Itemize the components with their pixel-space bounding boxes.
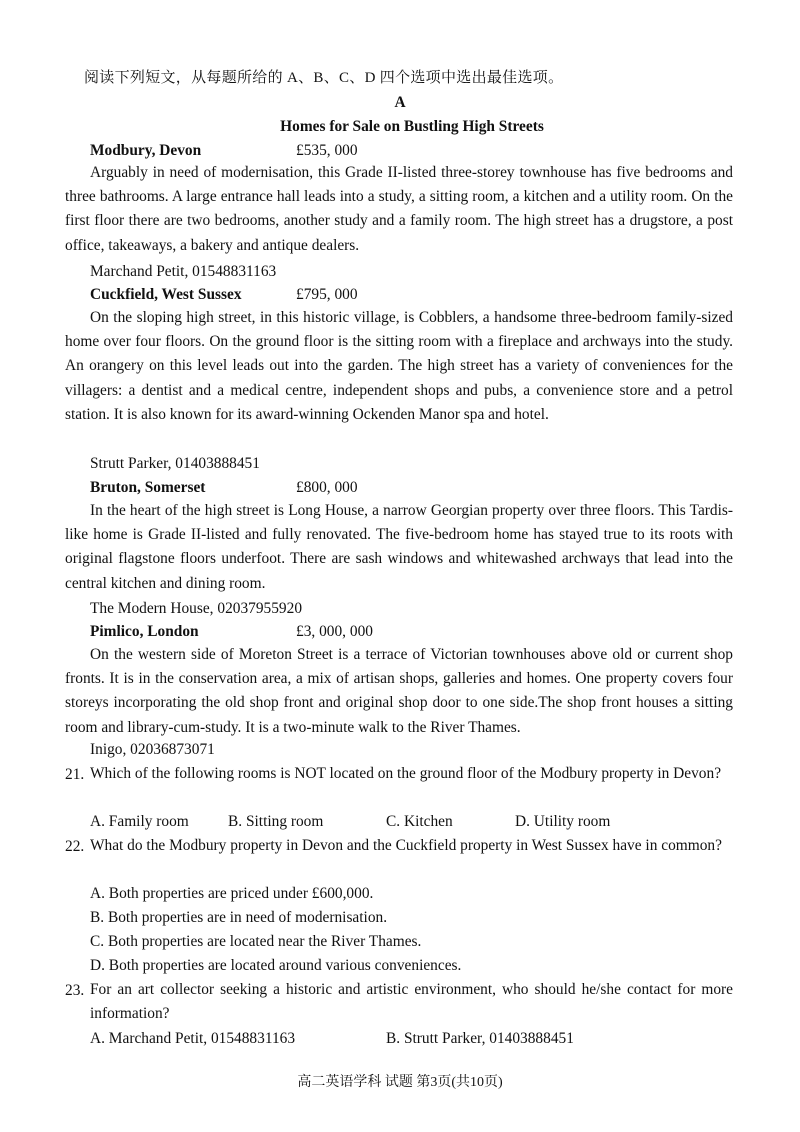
listing-contact: Marchand Petit, 01548831163 <box>90 263 277 280</box>
listing-location: Modbury, Devon <box>90 142 202 159</box>
option-b: B. Both properties are in need of modernisation. <box>90 909 388 926</box>
listing-contact: Inigo, 02036873071 <box>90 741 215 758</box>
listing-price: £535, 000 <box>296 142 358 159</box>
option-d: D. Utility room <box>515 813 611 830</box>
listing-contact: Strutt Parker, 01403888451 <box>90 455 260 472</box>
listing-location: Pimlico, London <box>90 623 199 640</box>
option-c: C. Both properties are located near the River Thames. <box>90 933 422 950</box>
listing-location: Bruton, Somerset <box>90 479 206 496</box>
option-b: B. Strutt Parker, 01403888451 <box>386 1030 574 1047</box>
listing-description: On the western side of Moreton Street is a terrace of Victorian townhouses above old or current shop fronts. It is in the conservation area, a mix of artisan shops, galleries and homes. One property covers four storeys incorporating the old shop front and original shop door to one side.The shop front houses a sitting room and library-cum-study. It is a two-minute walk to the River Thames. <box>65 646 733 736</box>
section-letter: A <box>394 94 406 111</box>
option-c: C. Kitchen <box>386 813 453 830</box>
listing-description: Arguably in need of modernisation, this Grade II-listed three-storey townhouse has five bedrooms and three bathrooms. A large entrance hall leads into a study, a sitting room, a kitchen and a utility room. On the first floor there are two bedrooms, another study and a family room. The high street has a drugstore, a post office, takeaways, a bakery and antique dealers. <box>65 164 733 254</box>
instruction: 阅读下列短文，从每题所给的 A、B、C、D 四个选项中选出最佳选项。 <box>84 70 564 86</box>
page-footer: 高二英语学科 试题 第3页(共10页) <box>297 1075 503 1090</box>
listing-contact: The Modern House, 02037955920 <box>90 600 303 617</box>
listing-location: Cuckfield, West Sussex <box>90 286 242 303</box>
question-number: 21. <box>65 766 85 783</box>
listing-price: £3, 000, 000 <box>296 623 373 640</box>
option-a: A. Both properties are priced under £600,000. <box>90 885 374 902</box>
question-stem: What do the Modbury property in Devon and the Cuckfield property in West Sussex have in common? <box>90 837 722 854</box>
option-b: B. Sitting room <box>228 813 324 830</box>
passage-title: Homes for Sale on Bustling High Streets <box>280 118 544 135</box>
question-number: 23. <box>65 982 85 999</box>
question-number: 22. <box>65 838 85 855</box>
listing-description: On the sloping high street, in this historic village, is Cobblers, a handsome three-bedroom family-sized home over four floors. On the ground floor is the sitting room with a fireplace and archways into the study. An orangery on this level leads out into the garden. The high street has a variety of conveniences for the villagers: a dentist and a medical centre, independent shops and pubs, a convenience store and a petrol station. It is also known for its award-winning Ockenden Manor spa and hotel. <box>65 309 733 423</box>
listing-description: In the heart of the high street is Long House, a narrow Georgian property over three floors. This Tardis-like home is Grade II-listed and fully renovated. The five-bedroom home has stayed true to its roots with original flagstone floors underfoot. There are sash windows and whitewashed archways that lead into the central kitchen and dining room. <box>65 502 733 592</box>
listing-price: £795, 000 <box>296 286 358 303</box>
question-stem: For an art collector seeking a historic and artistic environment, who should he/she contact for more information? <box>90 981 733 1023</box>
listing-price: £800, 000 <box>296 479 358 496</box>
question-stem: Which of the following rooms is NOT located on the ground floor of the Modbury property in Devon? <box>90 765 722 782</box>
option-d: D. Both properties are located around various conveniences. <box>90 957 462 974</box>
option-a: A. Family room <box>90 813 189 830</box>
option-a: A. Marchand Petit, 01548831163 <box>90 1030 296 1047</box>
